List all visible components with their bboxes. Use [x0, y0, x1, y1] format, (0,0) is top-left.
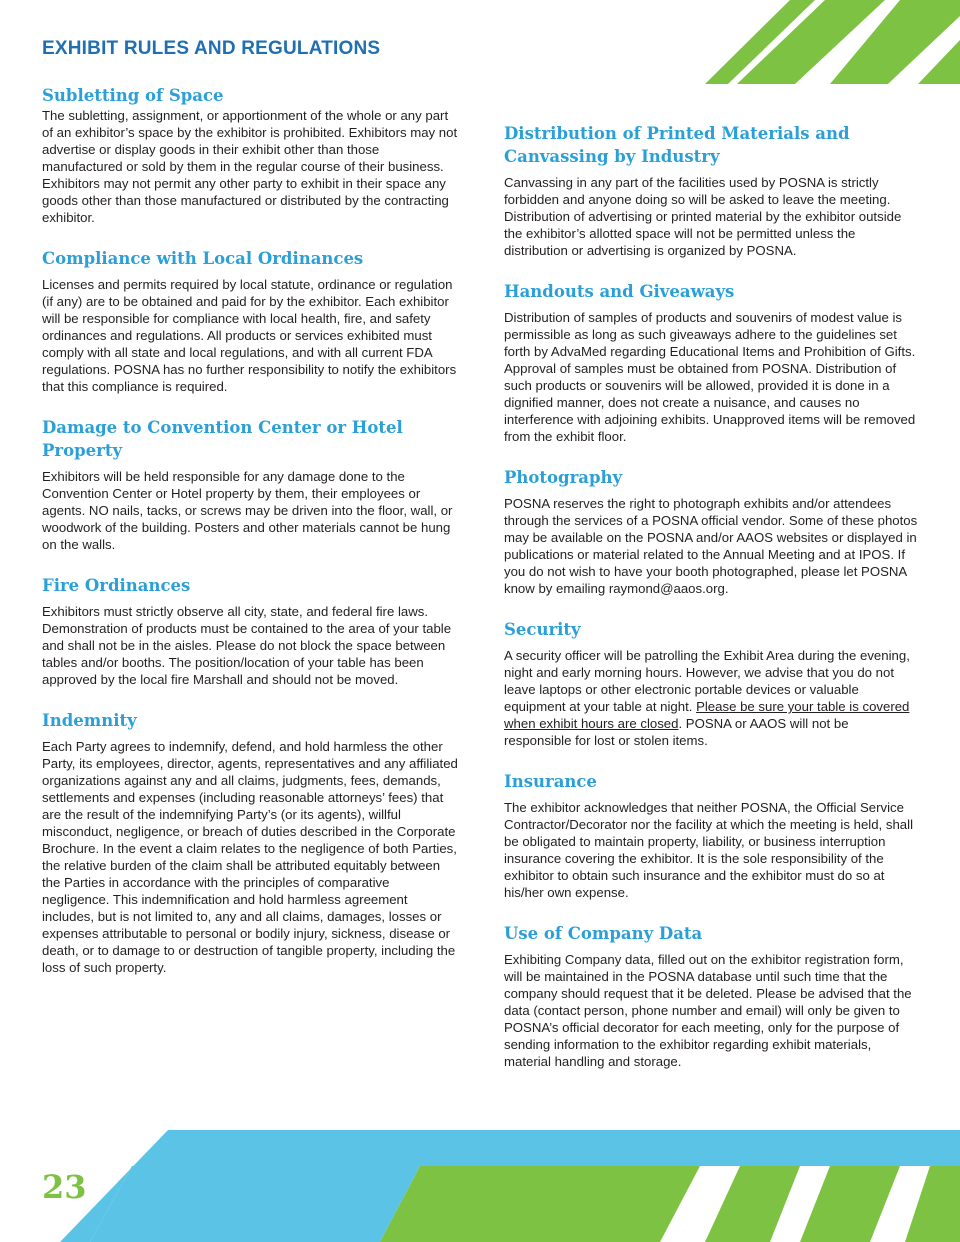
section-heading: Handouts and Giveaways	[504, 282, 735, 301]
section-heading: Compliance with Local Ordinances	[42, 249, 364, 268]
section-use-of-company-data	[504, 922, 918, 1070]
section-heading: Photography	[504, 468, 623, 487]
section-body: Exhibiting Company data, filled out on the exhibitor registration form, will be maintained in the POSNA database until such time that the company should request that it be deleted. Please be advised that the data (contact person, phone number and email) will only be given to POSNA’s official decorator for each meeting, only for the purpose of sending information to the exhibitor regarding exhibit materials, material handling and storage.	[504, 952, 912, 1069]
section-heading: Distribution of Printed Materials and Canvassing by Industry	[504, 124, 850, 166]
section-body: Distribution of samples of products and souvenirs of modest value is permissible as long as such giveaways adhere to the guidelines set forth by AdvaMed regarding Educational Items and Prohibition of Gifts. Approval of samples must be obtained from POSNA. Distribution of such products or souvenirs will be allowed, provided it is done in a dignified manner, does not create a nuisance, and causes no interference with adjoining exhibits. Unapproved items will be removed from the exhibit floor.	[504, 310, 916, 444]
section-body	[504, 647, 918, 749]
stripe-green-bottom-4	[905, 1166, 960, 1242]
security-body-text-end: . POSNA or AAOS will not be responsible for lost or stolen items.	[504, 716, 849, 748]
section-body: Canvassing in any part of the facilities used by POSNA is strictly forbidden and anyone doing so will be asked to leave the meeting. Distribution of advertising or printed material by the exhibitor outside the exhibitor’s allotted space will not be permitted unless the distribution or advertising is organized by POSNA.	[504, 175, 902, 258]
section-heading: Fire Ordinances	[42, 576, 191, 595]
stripe-green-bottom-2	[705, 1166, 800, 1242]
section-handouts-and-giveaways	[504, 280, 918, 445]
stripe-cyan-bottom-2	[90, 1166, 420, 1242]
section-body: Licenses and permits required by local statute, ordinance or regulation (if any) are to be obtained and paid for by the exhibitor. Each exhibitor will be responsible for compliance with local health, fire, and safety ordinances and regulations. All products or services exhibited must comply with all state and local regulations, and with all current FDA regulations. POSNA has no further responsibility to notify the exhibitors that this compliance is required.	[42, 277, 457, 394]
section-heading: Insurance	[504, 772, 597, 791]
right-column	[504, 122, 918, 1070]
security-body-text: A security officer will be patrolling the Exhibit Area during the evening, night and early morning hours. However, we advise that you do not leave laptops or other electronic portable devices or valuable equipment at your table at night.	[504, 648, 910, 714]
section-body: Each Party agrees to indemnify, defend, and hold harmless the other Party, its employees, director, agents, representatives and any affiliated organizations against any and all claims, judgments, fees, demands, settlements and expenses (including reasonable attorneys’ fees) that are the result of the indemnifying Party’s (or its agents), willful misconduct, negligence, or breach of duties described in the Corporate Brochure. In the event a claim relates to the negligence of both Parties, the relative burden of the claim shall be attributed equitably between the Parties in accordance with the principles of comparative negligence. This indemnification and hold harmless agreement includes, but is not limited to, any and all claims, damages, losses or expenses attributable to personal or bodily injury, sickness, disease or death, or to damage to or destruction of tangible property, including the loss of such property.	[42, 739, 458, 975]
section-body: The subletting, assignment, or apportionment of the whole or any part of an exhibitor’s space by the exhibitor is prohibited. Exhibitors may not advertise or display goods in their exhibit other than those manufactured or sold by them in the regular course of their business. Exhibitors may not permit any other party to exhibit in their space any goods other than those manufactured or distributed by the contracting exhibitor.	[42, 108, 458, 225]
section-heading: Damage to Convention Center or Hotel Property	[42, 418, 403, 460]
top-right-stripes	[705, 0, 960, 84]
section-distribution-printed-materials	[504, 122, 918, 259]
section-fire-ordinances	[42, 574, 460, 688]
section-heading: Use of Company Data	[504, 924, 703, 943]
section-body: The exhibitor acknowledges that neither POSNA, the Official Service Contractor/Decorator nor the facility at which the meeting is held, shall be obligated to maintain property, liability, or business interruption insurance covering the exhibitor. It is the sole responsibility of the exhibitor to obtain such insurance and the exhibitor must do so at his/her own expense.	[504, 800, 914, 900]
security-underlined-notice: Please be sure your table is covered when exhibit hours are closed	[504, 699, 910, 731]
page-number: 23	[42, 1168, 87, 1206]
section-damage-to-property	[42, 416, 460, 553]
section-body: Exhibitors must strictly observe all city, state, and federal fire laws. Demonstration of products must be contained to the area of your table and shall not be in the aisles. Please do not block the space between tables and/or booths. The position/location of your table has been approved by the local fire Marshall and should not be moved.	[42, 604, 452, 687]
section-heading: Security	[504, 620, 581, 639]
stripe-green-bottom-3	[800, 1166, 900, 1242]
section-indemnity	[42, 709, 460, 976]
bottom-stripes	[60, 1130, 960, 1242]
section-security	[504, 618, 918, 749]
section-body: Exhibitors will be held responsible for any damage done to the Convention Center or Hotel property by them, their employees or agents. NO nails, tacks, or screws may be driven into the floor, wall, or woodwork of the building. Posters and other materials cannot be hung on the walls.	[42, 469, 453, 552]
left-column	[42, 84, 460, 976]
section-heading: Indemnity	[42, 711, 137, 730]
section-insurance	[504, 770, 918, 901]
section-body: POSNA reserves the right to photograph exhibits and/or attendees through the services of a POSNA official vendor. Some of these photos may be available on the POSNA and/or AAOS websites or displayed in publications or material related to the Annual Meeting and at IPOS. If you do not wish to have your booth photographed, please let POSNA know by emailing raymond@aaos.org.	[504, 496, 918, 596]
stripe-green-bottom-1	[380, 1166, 700, 1242]
section-subletting-of-space	[42, 84, 460, 226]
page-title: EXHIBIT RULES AND REGULATIONS	[42, 38, 381, 59]
section-photography	[504, 466, 918, 597]
section-compliance-local-ordinances	[42, 247, 460, 395]
section-heading: Subletting of Space	[42, 86, 224, 105]
